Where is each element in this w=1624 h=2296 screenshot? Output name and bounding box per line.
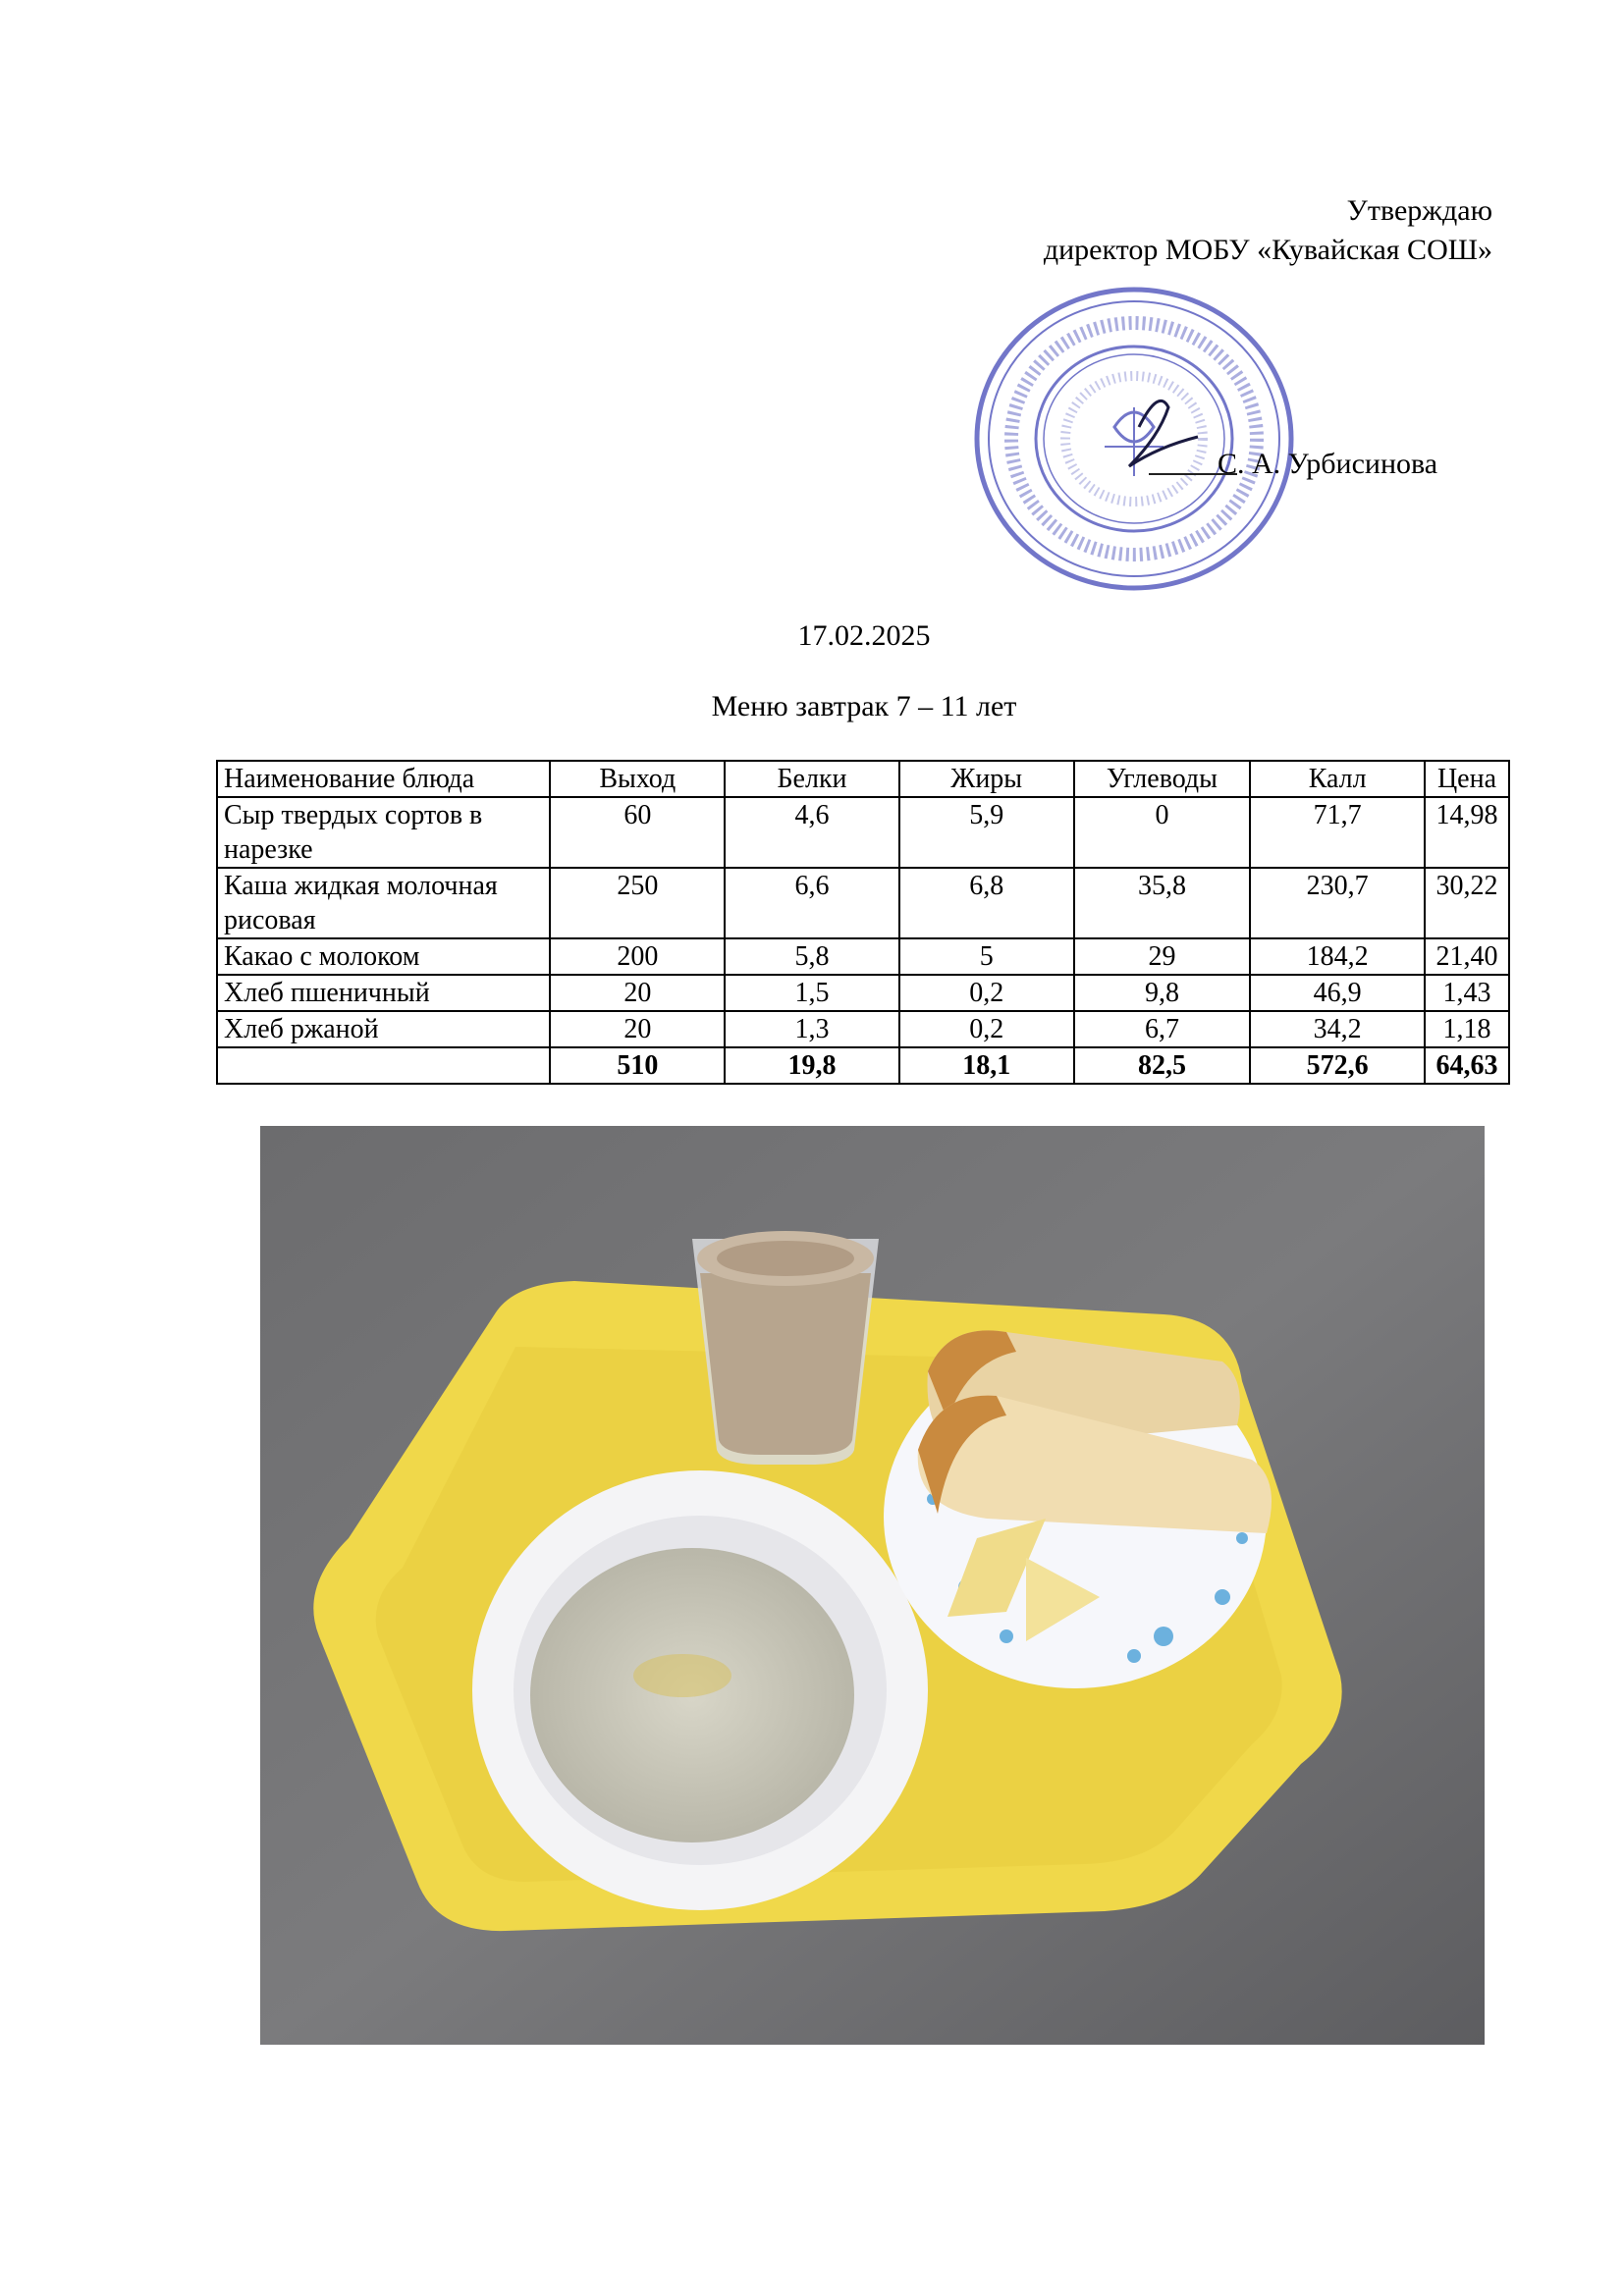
seal-stamp (967, 280, 1301, 599)
table-total-row (217, 1047, 1509, 1084)
cell: 0,2 (899, 975, 1074, 1011)
menu-table (216, 760, 1510, 1085)
cell: 14,98 (1425, 797, 1509, 868)
cell: 5 (899, 938, 1074, 975)
col-header: Углеводы (1074, 761, 1251, 797)
col-header: Белки (725, 761, 899, 797)
col-header: Калл (1250, 761, 1425, 797)
dish-name: Каша жидкая молочная рисовая (217, 868, 550, 938)
menu-title: Меню завтрак 7 – 11 лет (711, 690, 1017, 722)
cell: 60 (550, 797, 725, 868)
dish-name: Хлеб пшеничный (217, 975, 550, 1011)
col-header: Цена (1425, 761, 1509, 797)
total-cell: 572,6 (1250, 1047, 1425, 1084)
total-label (217, 1047, 550, 1084)
cell: 34,2 (1250, 1011, 1425, 1047)
table-row (217, 868, 1509, 938)
total-cell: 510 (550, 1047, 725, 1084)
table-row (217, 797, 1509, 868)
meal-photo (260, 1126, 1485, 2045)
col-header: Наименование блюда (217, 761, 550, 797)
cell: 200 (550, 938, 725, 975)
cell: 30,22 (1425, 868, 1509, 938)
cell: 6,6 (725, 868, 899, 938)
cell: 1,18 (1425, 1011, 1509, 1047)
cell: 71,7 (1250, 797, 1425, 868)
cell: 46,9 (1250, 975, 1425, 1011)
cell: 1,3 (725, 1011, 899, 1047)
total-cell: 64,63 (1425, 1047, 1509, 1084)
total-cell: 82,5 (1074, 1047, 1251, 1084)
approval-block (982, 191, 1492, 270)
dish-name: Сыр твердых сортов в нарезке (217, 797, 550, 868)
cell: 6,8 (899, 868, 1074, 938)
cell: 0 (1074, 797, 1251, 868)
table-header-row (217, 761, 1509, 797)
cell: 1,43 (1425, 975, 1509, 1011)
cell: 21,40 (1425, 938, 1509, 975)
cell: 230,7 (1250, 868, 1425, 938)
cell: 29 (1074, 938, 1251, 975)
cell: 35,8 (1074, 868, 1251, 938)
dish-name: Какао с молоком (217, 938, 550, 975)
approval-line1: Утверждаю (1346, 194, 1492, 227)
total-cell: 18,1 (899, 1047, 1074, 1084)
cell: 4,6 (725, 797, 899, 868)
col-header: Жиры (899, 761, 1074, 797)
cell: 1,5 (725, 975, 899, 1011)
cell: 6,7 (1074, 1011, 1251, 1047)
table-row (217, 1011, 1509, 1047)
table-row (217, 938, 1509, 975)
cell: 0,2 (899, 1011, 1074, 1047)
total-cell: 19,8 (725, 1047, 899, 1084)
col-header: Выход (550, 761, 725, 797)
approval-line2: директор МОБУ «Кувайская СОШ» (1043, 234, 1492, 266)
cell: 9,8 (1074, 975, 1251, 1011)
cell: 5,9 (899, 797, 1074, 868)
cell: 20 (550, 975, 725, 1011)
table-row (217, 975, 1509, 1011)
cell: 20 (550, 1011, 725, 1047)
document-date: 17.02.2025 (797, 619, 931, 652)
dish-name: Хлеб ржаной (217, 1011, 550, 1047)
cell: 184,2 (1250, 938, 1425, 975)
cell: 250 (550, 868, 725, 938)
signatory-name: С. А. Урбисинова (1218, 448, 1438, 480)
cell: 5,8 (725, 938, 899, 975)
